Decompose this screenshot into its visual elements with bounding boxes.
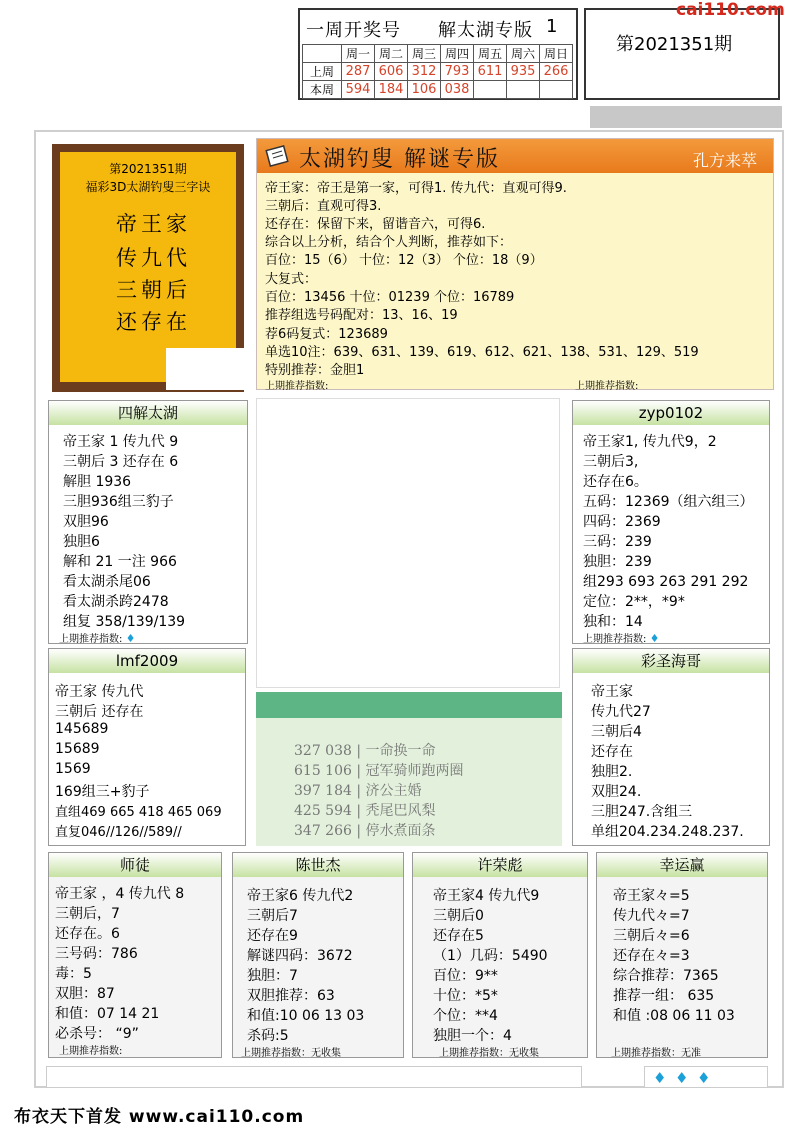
poster-verse: 还存在 [116,310,191,334]
box-line: 传九代々=7 [613,908,690,924]
poster-verse: 帝王家 [116,212,191,236]
draw-number: 287 [342,63,375,81]
row-label: 上周 [303,63,342,81]
box-line: 看太湖杀尾06 [63,574,151,590]
poster-period: 第2021351期 [109,162,187,176]
box-lmf [48,648,246,846]
puzzle-line: 推荐组选号码配对：13、16、19 [265,308,458,323]
box-title: 彩圣海哥 [573,649,769,673]
box-xing [596,852,768,1058]
box-line: 组复 358/139/139 [63,614,186,630]
box-line: 还存在々=3 [613,948,690,964]
box-chen [232,852,404,1058]
box-line: 三朝后3, [583,454,639,470]
day-header: 周六 [507,45,540,63]
box-title: 四解太湖 [49,401,247,425]
box-line: 定位：2**，*9* [583,594,685,610]
puzzle-line: 荐6码复式：123689 [265,327,388,342]
box-line: 三朝后0 [433,908,484,924]
box-zyp [572,400,770,644]
box-line: 帝王家 1 传九代 9 [63,434,179,450]
puzzle-line: 三朝后：直观可得3. [265,199,382,214]
rating-label: 上期推荐指数: [265,381,329,392]
box-line: 15689 [55,741,100,757]
box-line: 帝王家1, 传九代9，2 [583,434,717,450]
draw-number [507,81,540,99]
day-header: 周二 [375,45,408,63]
draw-number: 793 [441,63,474,81]
box-title: zyp0102 [573,401,769,425]
box-title: 许荣彪 [413,853,587,877]
poster [52,144,244,392]
draw-number: 106 [408,81,441,99]
box-line: 解胆 1936 [63,474,132,490]
box-line: 直组469 665 418 465 069 [55,805,222,820]
draw-number [474,81,507,99]
box-line: 独胆：7 [247,968,298,984]
draw-number: 312 [408,63,441,81]
puzzle-line: 百位：13456 十位：01239 个位：16789 [265,290,515,305]
list-item: 615 106 | 冠军骑师跑两圈 [294,763,464,779]
diamond-icon: ♦ [675,1069,689,1087]
box-line: 直复046//126//589// [55,825,182,840]
box-line: 解谜四码：3672 [247,948,353,964]
day-header: 周日 [540,45,573,63]
puzzle-line: 百位：15（6） 十位：12（3） 个位：18（9） [265,253,543,268]
puzzle-line: 单选10注：639、631、139、619、612、621、138、531、129、519 [265,345,699,360]
poster-verse: 三朝后 [116,278,191,302]
draw-number: 266 [540,63,573,81]
rating-label: 上期推荐指数: [59,634,123,645]
table-row [303,45,573,63]
box-line: 双胆96 [63,514,109,530]
diamond-icon: ♦ [649,632,660,645]
box-title: 师徒 [49,853,221,877]
list-item: 397 184 | 济公主婚 [294,783,422,799]
box-line: 传九代27 [591,704,651,720]
box-line: 三胆936组三豹子 [63,494,174,510]
period-box [584,8,780,100]
box-line: 综合推荐：7365 [613,968,719,984]
day-header: 周五 [474,45,507,63]
box-line: 个位：**4 [433,1008,498,1024]
period-label: 第2021351期 [616,34,733,55]
box-title: 陈世杰 [233,853,403,877]
box-line: 和值:10 06 13 03 [247,1008,365,1024]
puzzle-line: 综合以上分析，结合个人判断，推荐如下： [265,235,513,250]
box-line: 1569 [55,761,91,777]
box-line: 三朝后々=6 [613,928,690,944]
draw-number: 184 [375,81,408,99]
box-line: 145689 [55,721,109,737]
box-line: 双胆：87 [55,986,115,1002]
box-xu [412,852,588,1058]
decorative-bar [590,106,782,128]
box-line: 三朝后4 [591,724,642,740]
box-line: 三码：239 [583,534,652,550]
center-green-bar [256,692,562,718]
list-item: 327 038 | 一命换一命 [294,743,436,759]
day-header: 周四 [441,45,474,63]
box-line: 三号码：786 [55,946,138,962]
rating-label: 上期推荐指数: [575,381,639,392]
box-line: 独胆2. [591,764,633,780]
draw-number: 935 [507,63,540,81]
puzzle-line: 特别推荐：金胆1 [265,363,365,378]
draw-table [302,44,573,99]
poster-subtitle: 福彩3D太湖钓叟三字诀 [85,180,211,194]
scroll-icon [265,145,291,167]
box-line: 独胆：239 [583,554,652,570]
table-row [303,63,573,81]
draw-number: 038 [441,81,474,99]
rating-label: 上期推荐指数：无准 [611,1048,701,1059]
day-header: 周一 [342,45,375,63]
box-line: 双胆24. [591,784,642,800]
box-line: 解和 21 一注 966 [63,554,177,570]
box-line: 还存在9 [247,928,298,944]
box-line: 三朝后7 [247,908,298,924]
box-line: 还存在5 [433,928,484,944]
box-line: 独和：14 [583,614,643,630]
diamond-icon: ♦ [125,632,136,645]
box-line: 帝王家4 传九代9 [433,888,540,904]
draw-number: 611 [474,63,507,81]
puzzle-panel [256,138,774,390]
box-line: 必杀号： “9” [55,1026,139,1042]
poster-blank [166,348,246,390]
box-line: 帝王家 传九代 [55,684,144,700]
edition-title: 解太湖专版 [438,20,533,41]
day-header: 周三 [408,45,441,63]
box-line: 和值：07 14 21 [55,1006,160,1022]
box-line: 帝王家 ，4 传九代 8 [55,886,185,902]
puzzle-title: 太湖钓叟 解谜专版 [299,147,500,172]
table-row [303,81,573,99]
draw-number: 594 [342,81,375,99]
draw-number: 606 [375,63,408,81]
weekly-draw-panel [298,8,578,100]
box-line: 独胆6 [63,534,100,550]
draw-number [540,81,573,99]
box-sijie [48,400,248,644]
box-line: （1）几码：5490 [433,948,548,964]
row-label: 本周 [303,81,342,99]
box-line: 看太湖杀跨2478 [63,594,169,610]
edition-number: 1 [546,16,558,37]
diamond-icon: ♦ [653,1069,667,1087]
box-line: 单组204.234.248.237. [591,824,744,840]
poster-verse: 传九代 [116,246,191,270]
box-shitu [48,852,222,1058]
box-line: 还存在6。 [583,474,648,490]
box-line: 帝王家々=5 [613,888,690,904]
history-list [256,718,562,846]
puzzle-author: 孔方来萃 [692,151,757,170]
box-line: 双胆推荐：63 [247,988,335,1004]
center-blank [256,398,560,688]
box-line: 十位：*5* [433,988,498,1004]
box-line: 五码：12369（组六组三） [583,494,754,510]
list-item: 425 594 | 秃尾巴风梨 [294,803,436,819]
site-logo[interactable]: cai110.com [676,0,785,20]
box-line: 和值 :08 06 11 03 [613,1008,735,1024]
box-line: 169组三+豹子 [55,784,150,800]
rating-label: 上期推荐指数：无收集 [439,1048,539,1059]
box-line: 独胆一个：4 [433,1028,512,1044]
box-line: 推荐一组： 635 [613,988,715,1004]
weekly-draw-title: 一周开奖号 [306,20,401,41]
box-line: 组293 693 263 291 292 [583,574,749,590]
puzzle-line: 帝王家：帝王是第一家，可得1. 传九代：直观可得9. [265,181,567,196]
box-line: 三朝后 3 还存在 6 [63,454,179,470]
puzzle-line: 还存在：保留下来，留谐音六，可得6. [265,217,486,232]
box-line: 三胆247.含组三 [591,804,693,820]
box-caisheng [572,648,770,846]
puzzle-line: 大复式： [265,272,318,287]
box-title: lmf2009 [49,649,245,673]
footer-blank [46,1066,582,1088]
box-line: 帝王家6 传九代2 [247,888,354,904]
footer-diamonds [644,1066,768,1088]
box-line: 还存在。6 [55,926,120,942]
box-line: 三朝后，7 [55,906,120,922]
diamond-icon: ♦ [697,1069,711,1087]
box-line: 毒：5 [55,966,92,982]
box-line: 杀码:5 [247,1028,289,1044]
list-item: 347 266 | 停水煮面条 [294,823,436,839]
puzzle-header [257,139,773,173]
box-line: 四码：2369 [583,514,661,530]
box-line: 三朝后 还存在 [55,704,144,720]
box-line: 还存在 [591,744,633,760]
box-line: 百位：9** [433,968,498,984]
rating-label: 上期推荐指数：无收集 [241,1048,341,1059]
rating-label: 上期推荐指数: [59,1046,123,1057]
footer-credit[interactable]: 布衣天下首发 www.cai110.com [14,1107,305,1127]
rating-label: 上期推荐指数: [583,634,647,645]
box-line: 帝王家 [591,684,633,700]
box-title: 幸运赢 [597,853,767,877]
